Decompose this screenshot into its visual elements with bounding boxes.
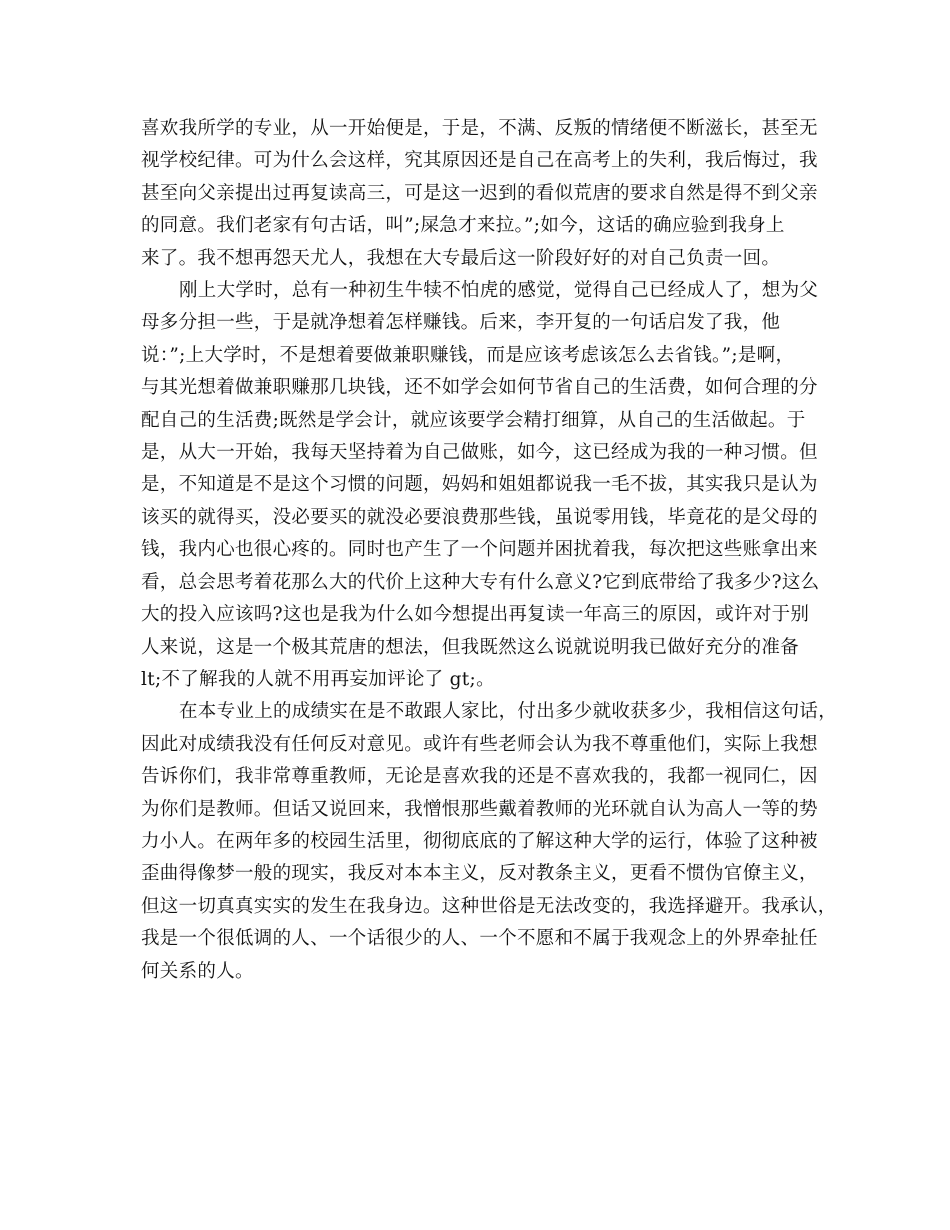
paragraph-1 <box>141 113 818 275</box>
text-line: 告诉你们，我非常尊重教师，无论是喜欢我的还是不喜欢我的，我都一视同仁，因 <box>141 766 818 788</box>
text-line: 何关系的人。 <box>141 960 254 982</box>
text-line: 人来说，这是一个极其荒唐的想法，但我既然这么说就说明我已做好充分的准备 <box>141 636 800 658</box>
text-line: 我是一个很低调的人、一个话很少的人、一个不愿和不属于我观念上的外界牵扯任 <box>141 928 818 950</box>
text-line: 力小人。在两年多的校园生活里，彻彻底底的了解这种大学的运行，体验了这种被 <box>141 830 818 852</box>
text-line: 说：”;上大学时，不是想着要做兼职赚钱，而是应该考虑该怎么去省钱。”;是啊， <box>141 344 795 366</box>
paragraph-2 <box>141 275 820 696</box>
text-line: lt;不了解我的人就不用再妄加评论了 gt;。 <box>141 668 495 690</box>
text-line: 来了。我不想再怨天尤人，我想在大专最后这一阶段好好的对自己负责一回。 <box>141 247 781 269</box>
text-line: 母多分担一些，于是就净想着怎样赚钱。后来，李开复的一句话启发了我，他 <box>141 312 781 334</box>
text-line: 该买的就得买，没必要买的就没必要浪费那些钱，虽说零用钱，毕竟花的是父母的 <box>141 506 818 528</box>
text-line: 配自己的生活费;既然是学会计，就应该要学会精打细算，从自己的生活做起。于 <box>141 409 806 431</box>
text-line: 与其光想着做兼职赚那几块钱，还不如学会如何节省自己的生活费，如何合理的分 <box>141 377 818 399</box>
text-line: 是，不知道是不是这个习惯的问题，妈妈和姐姐都说我一毛不拔，其实我只是认为 <box>141 474 818 496</box>
text-line: 看，总会思考着花那么大的代价上这种大专有什么意义?它到底带给了我多少?这么 <box>141 571 820 593</box>
text-line: 甚至向父亲提出过再复读高三，可是这一迟到的看似荒唐的要求自然是得不到父亲 <box>141 182 818 204</box>
text-line: 刚上大学时，总有一种初生牛犊不怕虎的感觉，觉得自己已经成人了，想为父 <box>179 280 819 302</box>
text-line: 为你们是教师。但话又说回来，我憎恨那些戴着教师的光环就自认为高人一等的势 <box>141 798 818 820</box>
text-line: 大的投入应该吗?这也是我为什么如今想提出再复读一年高三的原因，或许对于别 <box>141 604 810 626</box>
text-line: 在本专业上的成绩实在是不敢跟人家比，付出多少就收获多少，我相信这句话， <box>179 701 838 723</box>
text-line: 钱，我内心也很心疼的。同时也产生了一个问题并困扰着我，每次把这些账拿出来 <box>141 539 818 561</box>
paragraph-3 <box>141 696 838 988</box>
text-line: 视学校纪律。可为什么会这样，究其原因还是自己在高考上的失利，我后悔过，我 <box>141 150 818 172</box>
text-line: 喜欢我所学的专业，从一开始便是，于是，不满、反叛的情绪便不断滋长，甚至无 <box>141 118 818 139</box>
body-text <box>141 113 838 988</box>
text-line: 歪曲得像梦一般的现实，我反对本本主义，反对教条主义，更看不惯伪官僚主义， <box>141 863 818 885</box>
text-line: 但这一切真真实实的发生在我身边。这种世俗是无法改变的，我选择避开。我承认， <box>141 895 837 917</box>
text-line: 的同意。我们老家有句古话，叫”;屎急才来拉。”;如今，这话的确应验到我身上 <box>141 215 785 237</box>
text-line: 因此对成绩我没有任何反对意见。或许有些老师会认为我不尊重他们，实际上我想 <box>141 733 818 755</box>
text-line: 是，从大一开始，我每天坚持着为自己做账，如今，这已经成为我的一种习惯。但 <box>141 442 818 464</box>
